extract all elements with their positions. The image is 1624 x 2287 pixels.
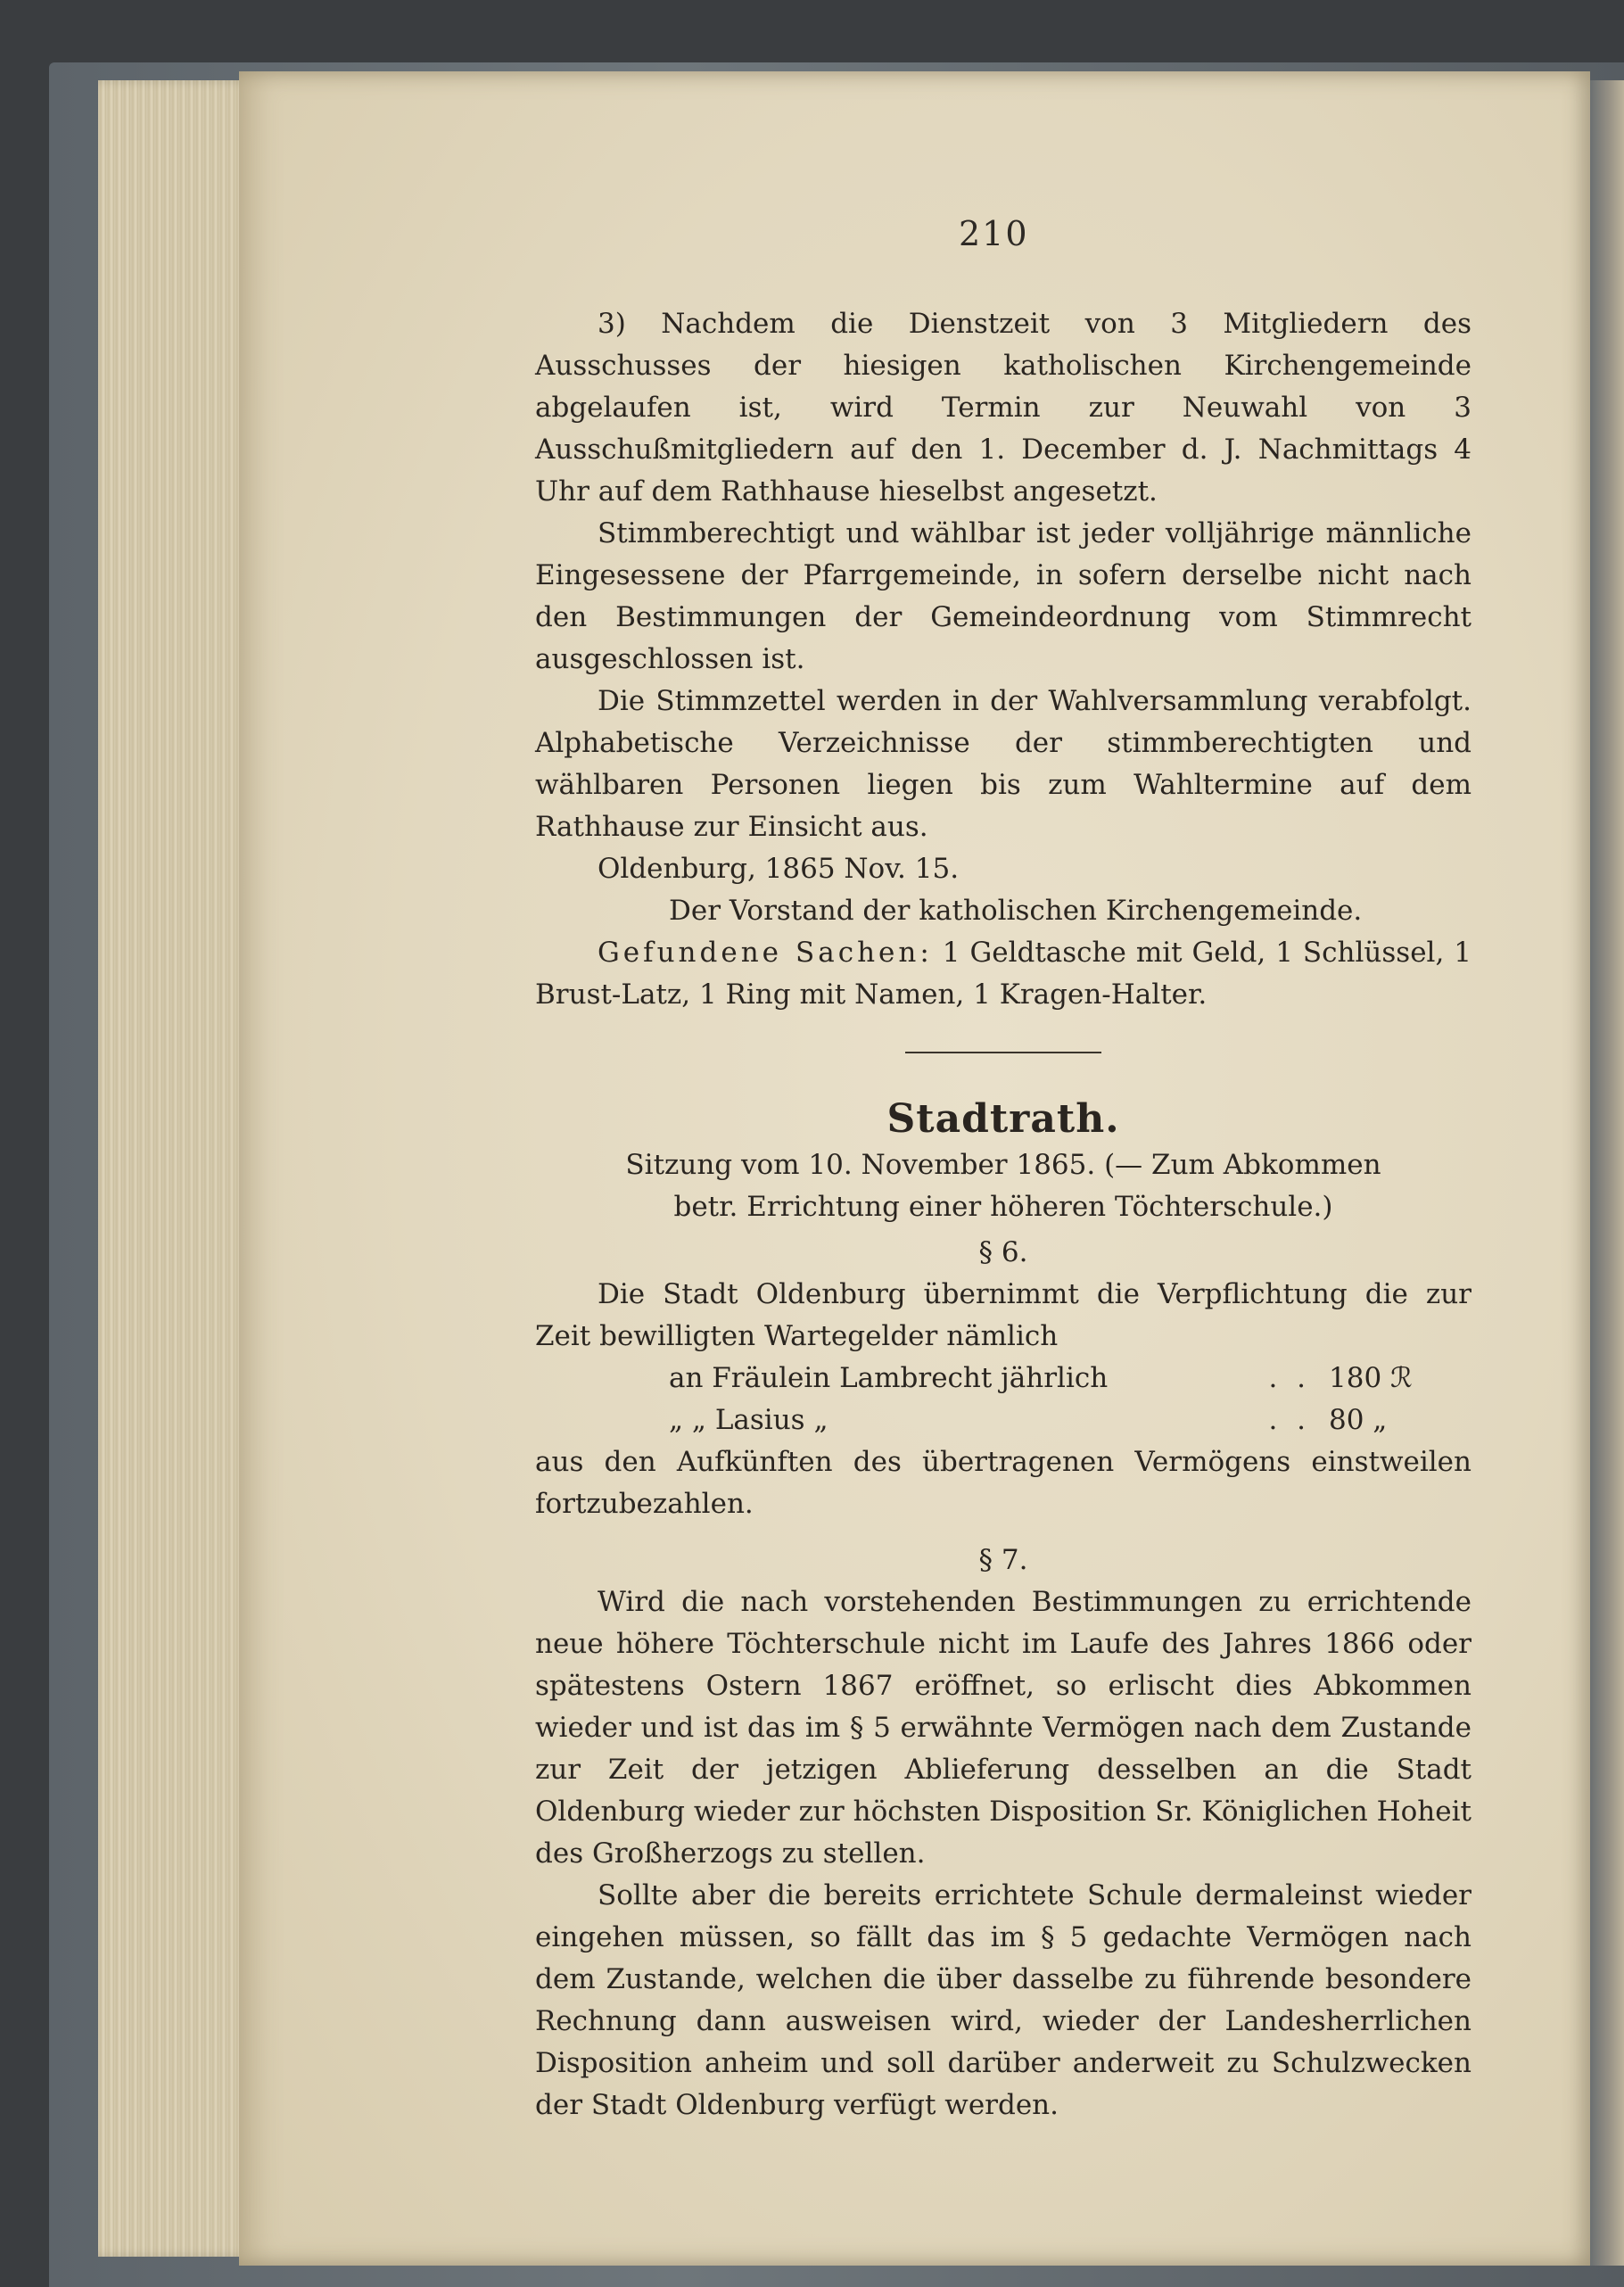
place-date: Oldenburg, 1865 Nov. 15. [598, 853, 960, 885]
page-number: 210 [959, 214, 1029, 253]
paragraph-7-text-1: Wird die nach vorstehenden Bestimmungen zu errichtende neue höhere Töchterschule nicht im Laufe des Jahres 1866 oder spätestens Ostern 1867 eröffnet, so erlischt dies Abkommen wieder und ist das im § 5 erwähnte Vermögen nach dem Zustande zur Zeit der jetzigen Ablieferung desselben an die Stadt Oldenburg wieder zur höchsten Disposition Sr. Königlichen Hoheit des Großherzogs zu stellen. [535, 1586, 1471, 1870]
ledger-recipient: „ „ Lasius „ [669, 1404, 828, 1436]
paragraph-6-outro: aus den Aufkünften des übertragenen Vermögens einstweilen fortzubezahlen. [535, 1446, 1471, 1520]
next-page-edge [1590, 80, 1624, 2266]
ledger-row [535, 1358, 1471, 1399]
ledger-row [535, 1399, 1471, 1441]
page-text [535, 303, 1471, 2126]
ledger-amount: 180 ℛ [1329, 1362, 1413, 1394]
ledger-recipient: an Fräulein Lambrecht jährlich [669, 1362, 1109, 1394]
page-edges [98, 80, 259, 2257]
item-3-paragraph-3: Die Stimmzettel werden in der Wahlversammlung verabfolgt. Alphabetische Verzeichnisse der stimmberechtigten und wählbaren Personen liegen bis zum Wahltermine auf dem Rathhause zur Einsicht aus. [535, 685, 1471, 843]
found-items-label: Gefundene Sachen: [598, 937, 933, 969]
section-subheading-line-1: Sitzung vom 10. November 1865. (— Zum Abkommen [625, 1149, 1381, 1181]
paragraph-6-intro: Die Stadt Oldenburg übernimmt die Verpflichtung die zur Zeit bewilligten Wartegelder nämlich [535, 1278, 1471, 1352]
paragraph-6-mark: § 6. [978, 1236, 1028, 1268]
found-items-text: 1 Geldtasche mit Geld, 1 Schlüssel, 1 Brust-Latz, 1 Ring mit Namen, 1 Kragen-Halter. [535, 937, 1471, 1011]
section-subheading-line-2: betr. Errichtung einer höheren Töchterschule.) [673, 1191, 1333, 1223]
ledger-leader: . . [1268, 1362, 1311, 1394]
ledger-leader: . . [1268, 1404, 1311, 1436]
section-heading: Stadtrath. [886, 1096, 1120, 1142]
paragraph-7-text-2: Sollte aber die bereits errichtete Schule dermaleinst wieder eingehen müssen, so fällt das im § 5 gedachte Vermögen nach dem Zustande, welchen die über dasselbe zu führende besondere Rechnung dann ausweisen wird, wieder der Landesherrlichen Disposition anheim und soll darüber anderweit zu Schulzwecken der Stadt Oldenburg verfügt werden. [535, 1879, 1471, 2121]
section-divider [905, 1052, 1101, 1053]
found-items [535, 932, 1471, 1016]
signature: Der Vorstand der katholischen Kirchengemeinde. [669, 895, 1363, 927]
item-text: Nachdem die Dienstzeit von 3 Mitgliedern des Ausschusses der hiesigen katholischen Kirchengemeinde abgelaufen ist, wird Termin zur Neuwahl von 3 Ausschußmitgliedern auf den 1. December d. J. Nachmittags 4 Uhr auf dem Rathhause hieselbst angesetzt. [535, 308, 1471, 508]
item-3-paragraph-2: Stimmberechtigt und wählbar ist jeder volljährige männliche Eingesessene der Pfarrgemeinde, in sofern derselbe nicht nach den Bestimmungen der Gemeindeordnung vom Stimmrecht ausgeschlossen ist. [535, 517, 1471, 675]
item-3-paragraph-1 [535, 303, 1471, 513]
ledger-amount: 80 „ [1329, 1404, 1388, 1436]
item-number: 3) [598, 308, 626, 340]
paragraph-7-mark: § 7. [978, 1544, 1028, 1576]
